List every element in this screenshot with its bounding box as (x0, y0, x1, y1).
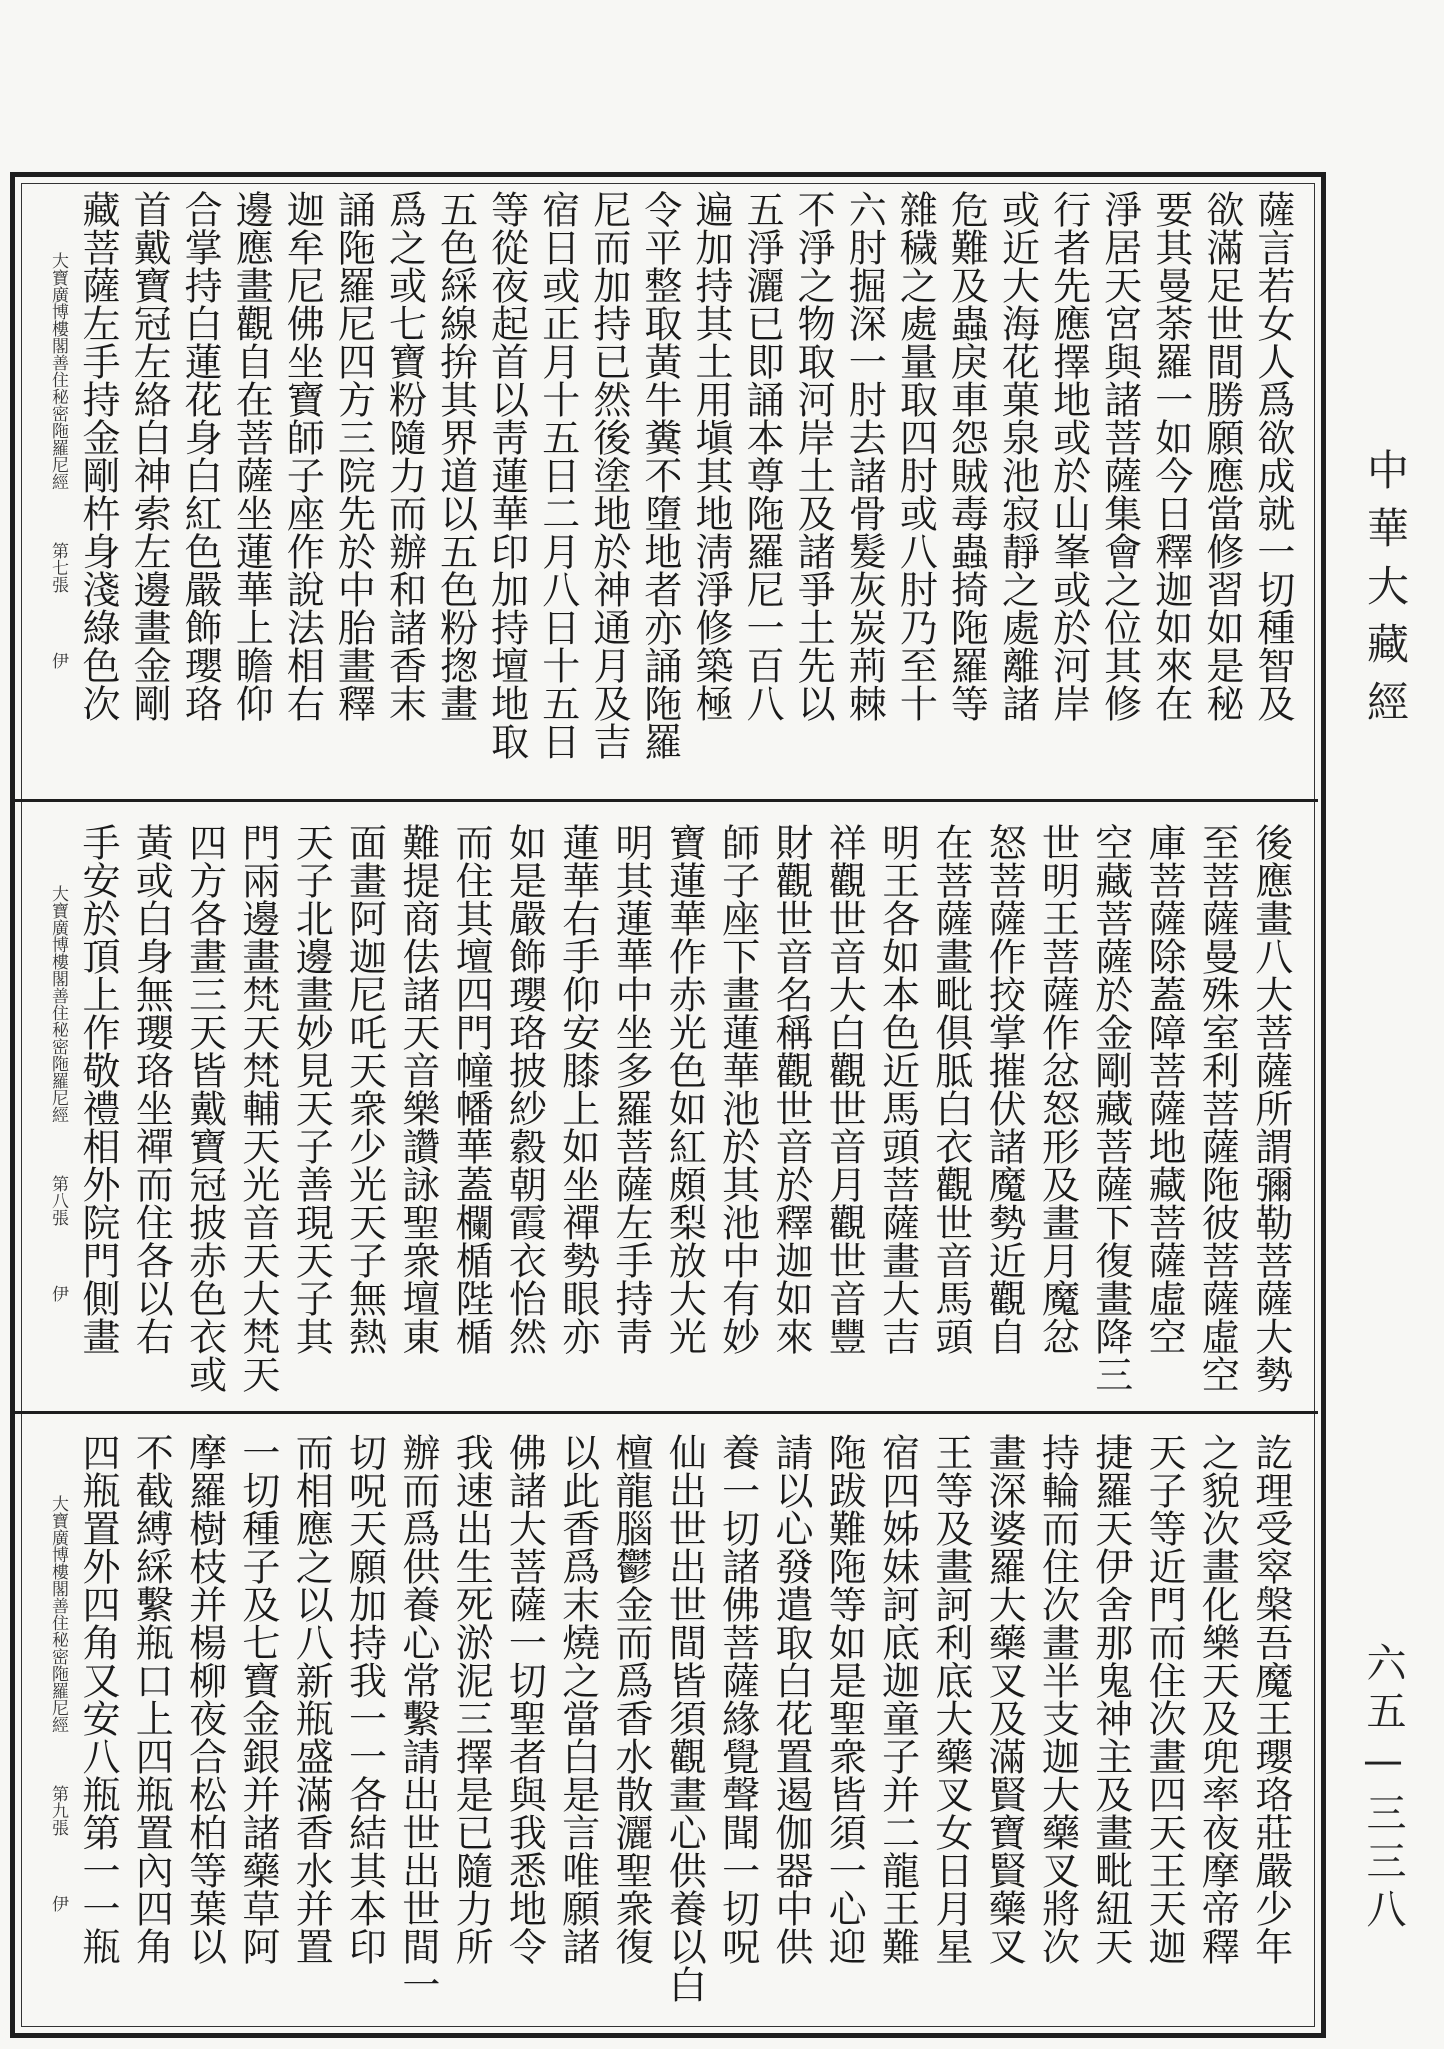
text-column: 邊應畫觀自在菩薩坐蓮華上瞻仰 (229, 190, 274, 722)
text-column: 爲之或七寶粉隨力而辦和諸香末 (382, 190, 427, 722)
sheet-mark: 伊 (48, 1895, 68, 1912)
text-column: 持輪而住次畫半支迦大藥叉將次 (1035, 1433, 1080, 1965)
panel-divider (12, 1411, 1318, 1414)
text-column: 危難及蟲戾車怨賊毒蟲掎陁羅等 (944, 190, 989, 722)
text-column: 寶蓮華作赤光色如紅頗梨放大光 (662, 823, 707, 1355)
sheet-mark: 伊 (48, 1285, 68, 1302)
text-column: 首戴寶冠左絡白神索左邊畫金剛 (127, 190, 172, 722)
text-column: 一切種子及七寶金銀并諸藥草阿 (235, 1433, 280, 1965)
text-column: 淨居天宮與諸菩薩集會之位其修 (1097, 190, 1142, 722)
text-column: 不淨之物取河岸土及諸爭土先以 (791, 190, 836, 722)
text-column: 而相應之以八新瓶盛滿香水并置 (289, 1433, 334, 1965)
sutra-title-footer: 大寶廣博樓閣善住秘密陁羅尼經 (48, 1495, 68, 1733)
text-column: 佛諸大菩薩一切聖者與我悉地令 (502, 1433, 547, 1965)
text-column: 尼而加持已然後塗地於神通月及吉 (586, 190, 631, 760)
text-column: 天子等近門而住次畫四天王天迦 (1142, 1433, 1187, 1965)
text-panel-3 (20, 1425, 1304, 2030)
sutra-title-footer: 大寶廣博樓閣善住秘密陁羅尼經 (48, 252, 68, 490)
text-column: 在菩薩畫毗俱胝白衣觀世音馬頭 (928, 823, 973, 1355)
text-column: 蓮華右手仰安膝上如坐禪勢眼亦 (555, 823, 600, 1355)
text-column: 行者先應擇地或於山峯或於河岸 (1046, 190, 1091, 722)
text-column: 手安於頂上作敬禮相外院門側畫 (76, 823, 120, 1355)
text-column: 空藏菩薩於金剛藏菩薩下復畫降三 (1088, 823, 1133, 1393)
text-column: 之貌次畫化樂天及兜率夜摩帝釋 (1195, 1433, 1240, 1965)
text-column: 世明王菩薩作忿怒形及畫月魔忿 (1035, 823, 1080, 1355)
text-column: 黃或白身無瓔珞坐禪而住各以右 (129, 823, 174, 1355)
text-column: 摩羅樹枝并楊柳夜合松柏等葉以 (182, 1433, 227, 1965)
sheet-label: 第九張 (48, 1785, 68, 1836)
text-column: 畫深婆羅大藥叉及滿賢寶賢藥叉 (982, 1433, 1027, 1965)
text-column: 四瓶置外四角又安八瓶第一一瓶 (76, 1433, 120, 1965)
text-column: 要其曼荼羅一如今日釋迦如來在 (1148, 190, 1193, 722)
text-column: 五淨灑已即誦本尊陁羅尼一百八 (740, 190, 785, 722)
text-column: 藏菩薩左手持金剛杵身淺綠色次 (76, 190, 120, 722)
text-column: 迦牟尼佛坐寶師子座作說法相右 (280, 190, 325, 722)
text-column: 王等及畫訶利底大藥叉女日月星 (928, 1433, 973, 1965)
sheet-label: 第八張 (48, 1175, 68, 1226)
text-column: 財觀世音名稱觀世音於釋迦如來 (768, 823, 813, 1355)
text-column: 祥觀世音大白觀世音月觀世音豐 (822, 823, 867, 1355)
text-column: 請以心發遣取白花置遏伽器中供 (768, 1433, 813, 1965)
text-column: 養一切諸佛菩薩緣覺聲聞一切呪 (715, 1433, 760, 1965)
text-column: 明王各如本色近馬頭菩薩畫大吉 (875, 823, 920, 1355)
sutra-title-footer: 大寶廣博樓閣善住秘密陁羅尼經 (48, 885, 68, 1123)
text-column: 薩言若女人爲欲成就一切種智及 (1250, 190, 1295, 722)
text-column: 如是嚴飾瓔珞披紗縠朝霞衣怡然 (502, 823, 547, 1355)
text-column: 遍加持其土用塡其地淸淨修築極 (689, 190, 733, 722)
text-column: 怒菩薩作挍掌摧伏諸魔勢近觀自 (982, 823, 1027, 1355)
text-column: 師子座下畫蓮華池於其池中有妙 (715, 823, 760, 1355)
text-column: 六肘掘深一肘去諸骨髮灰炭荊棘 (842, 190, 887, 722)
sheet-mark: 伊 (48, 652, 68, 669)
text-column: 仙出世出世間皆須觀畫心供養以白 (662, 1433, 707, 2003)
text-panel-2 (20, 815, 1304, 1400)
text-column: 合掌持白蓮花身白紅色嚴飾瓔珞 (178, 190, 223, 722)
text-column: 誦陁羅尼四方三院先於中胎畫釋 (331, 190, 376, 722)
page-number: 六五—三三八 (1360, 1642, 1406, 1936)
text-column: 後應畫八大菩薩所謂彌勒菩薩大勢 (1248, 823, 1293, 1393)
text-column: 辦而爲供養心常繫請出世出世間一 (395, 1433, 440, 2003)
text-column: 欲滿足世間勝願應當修習如是秘 (1199, 190, 1244, 722)
panel-divider (12, 799, 1318, 802)
text-column: 我速出生死淤泥三擇是已隨力所 (449, 1433, 494, 1965)
text-column: 捷羅天伊舍那鬼神主及畫毗紐天 (1088, 1433, 1133, 1965)
text-column: 切呪天願加持我一一各結其本印 (342, 1433, 387, 1965)
text-column: 訖理受窣槃吾魔王瓔珞莊嚴少年 (1248, 1433, 1293, 1965)
text-column: 雜穢之處量取四肘或八肘乃至十 (893, 190, 938, 722)
text-panel-1 (20, 182, 1304, 788)
sheet-label: 第七張 (48, 542, 68, 593)
text-column: 明其蓮華中坐多羅菩薩左手持靑 (609, 823, 654, 1355)
text-column: 至菩薩曼殊室利菩薩陁彼菩薩虛空 (1195, 823, 1240, 1393)
text-column: 令平整取黃牛糞不墮地者亦誦陁羅 (637, 190, 682, 760)
text-column: 陁跋難陁等如是聖衆皆須一心迎 (822, 1433, 867, 1965)
text-column: 天子北邊畫妙見天子善現天子其 (289, 823, 334, 1355)
text-column: 不截縛綵繫瓶口上四瓶置內四角 (129, 1433, 174, 1965)
text-column: 面畫阿迦尼吒天衆少光天子無熱 (342, 823, 387, 1355)
text-column: 四方各畫三天皆戴寶冠披赤色衣或 (182, 823, 227, 1393)
text-column: 檀龍腦鬱金而爲香水散灑聖衆復 (609, 1433, 654, 1965)
text-column: 宿日或正月十五日二月八日十五日 (535, 190, 580, 760)
text-column: 五色綵線拚其界道以五色粉揔畫 (433, 190, 478, 722)
text-column: 等從夜起首以靑蓮華印加持壇地取 (484, 190, 529, 760)
text-column: 庫菩薩除蓋障菩薩地藏菩薩虛空 (1142, 823, 1187, 1355)
collection-title: 中華大藏經 (1361, 448, 1410, 738)
text-column: 門兩邊畫梵天梵輔天光音天大梵天 (235, 823, 280, 1393)
text-column: 以此香爲末燒之當白是言唯願諸 (555, 1433, 600, 1965)
text-column: 宿四姊妹訶底迦童子并二龍王難 (875, 1433, 920, 1965)
text-column: 或近大海花菓泉池寂靜之處離諸 (995, 190, 1040, 722)
text-column: 難提商佉諸天音樂讚詠聖衆壇東 (395, 823, 440, 1355)
text-column: 而住其壇四門幢幡華蓋欄楯陛楯 (449, 823, 494, 1355)
